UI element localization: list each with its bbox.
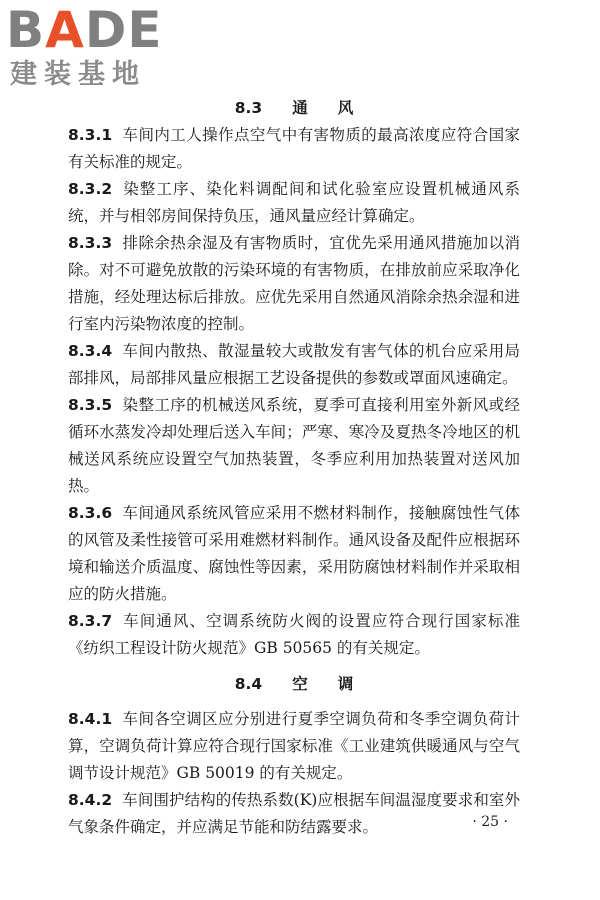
clause-number: 8.3.1: [68, 126, 113, 144]
clause-text: 车间围护结构的传热系数(K)应根据车间温湿度要求和室外气象条件确定，并应满足节能和防结露要求。: [68, 791, 520, 836]
section-title-char: 调: [337, 675, 354, 693]
section-title-8-4: [68, 670, 520, 698]
logo-wordmark: [6, 1, 163, 59]
section-title-char: 通: [292, 99, 308, 117]
clause-8-4-2: [68, 787, 520, 841]
section-title-8-3: [68, 94, 520, 122]
clause-text: 染整工序、染化料调配间和试化验室应设置机械通风系统，并与相邻房间保持负压，通风量应经计算确定。: [68, 180, 520, 225]
logo-letter-a: A: [45, 1, 85, 59]
clause-number: 8.3.7: [68, 612, 113, 630]
clause-8-3-4: [68, 338, 520, 392]
clause-8-3-6: [68, 500, 520, 608]
clause-8-3-2: [68, 176, 520, 230]
clause-number: 8.3.6: [68, 504, 113, 522]
clause-8-3-7: [68, 608, 520, 662]
clause-number: 8.3.4: [68, 342, 113, 360]
bade-logo: [6, 1, 181, 94]
section-number: 8.3: [234, 99, 263, 117]
section-number: 8.4: [234, 675, 263, 693]
page-number: · 25 ·: [472, 814, 508, 830]
section-title-char: 空: [292, 675, 308, 693]
clause-8-3-1: [68, 122, 520, 176]
clause-text: 车间通风、空调系统防火阀的设置应符合现行国家标准《纺织工程设计防火规范》GB 50565 的有关规定。: [68, 612, 520, 657]
clause-number: 8.3.2: [68, 180, 113, 198]
clause-text: 车间通风系统风管应采用不燃材料制作，接触腐蚀性气体的风管及柔性接管可采用难燃材料制作。通风设备及配件应根据环境和输送介质温度、腐蚀性等因素，采用防腐蚀材料制作并采取相应的防火措施。: [68, 504, 520, 603]
logo-letters-de: DE: [84, 1, 163, 59]
clause-number: 8.4.2: [68, 791, 113, 809]
logo-subtitle: 建装基地: [10, 59, 146, 90]
section-title-char: 风: [337, 99, 354, 117]
clause-text: 车间内散热、散湿量较大或散发有害气体的机台应采用局部排风，局部排风量应根据工艺设备提供的参数或罩面风速确定。: [68, 342, 520, 387]
clause-text: 染整工序的机械送风系统，夏季可直接利用室外新风或经循环水蒸发冷却处理后送入车间；严寒、寒冷及夏热冬冷地区的机械送风系统应设置空气加热装置，冬季应利用加热装置对送风加热。: [68, 396, 520, 495]
clause-text: 车间各空调区应分别进行夏季空调负荷和冬季空调负荷计算，空调负荷计算应符合现行国家标准《工业建筑供暖通风与空气调节设计规范》GB 50019 的有关规定。: [68, 710, 520, 782]
clause-number: 8.3.3: [68, 234, 113, 252]
clause-number: 8.4.1: [68, 710, 113, 728]
clause-8-3-3: [68, 230, 520, 338]
logo-letter-b: B: [6, 1, 46, 59]
clause-8-3-5: [68, 392, 520, 500]
document-body: [68, 88, 520, 841]
clause-text: 排除余热余湿及有害物质时，宜优先采用通风措施加以消除。对不可避免放散的污染环境的有害物质，在排放前应采取净化措施，经处理达标后排放。应优先采用自然通风消除余热余湿和进行室内污染物浓度的控制。: [68, 234, 520, 333]
clause-number: 8.3.5: [68, 396, 113, 414]
clause-8-4-1: [68, 706, 520, 787]
clause-text: 车间内工人操作点空气中有害物质的最高浓度应符合国家有关标准的规定。: [68, 126, 520, 171]
